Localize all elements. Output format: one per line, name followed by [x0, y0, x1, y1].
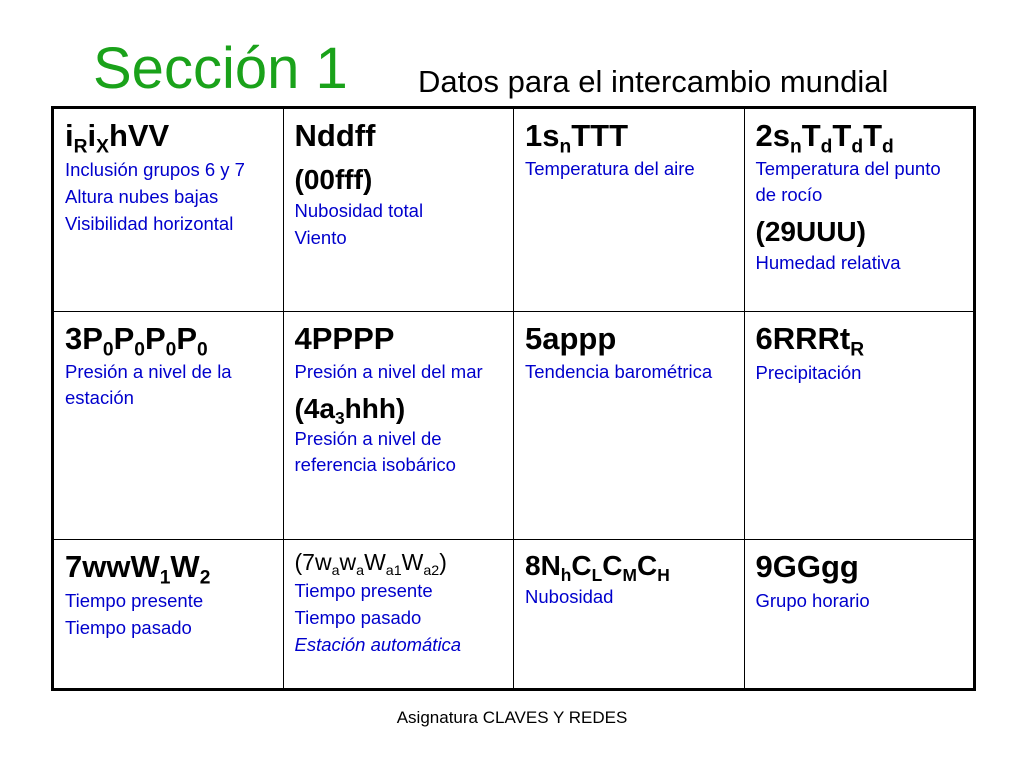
table-row [53, 540, 975, 690]
group-description: Tendencia barométrica [525, 360, 713, 382]
group-description: Inclusión grupos 6 y 7 [65, 158, 245, 180]
group-description: Viento [294, 226, 347, 248]
group-description: Estación automática [294, 633, 462, 655]
group-description: Nubosidad total [294, 199, 424, 221]
table-cell [514, 108, 745, 312]
table-cell [53, 312, 284, 540]
group-description: Presión a nivel del mar [294, 360, 483, 382]
table-cell [744, 540, 975, 690]
group-code: $(7w_aw_aW_{a1}W_{a2})$ [294, 549, 447, 579]
group-code-alt: $(4a_3hhh)$ [294, 392, 406, 428]
group-description: Presión a nivel de referencia isobárico [294, 427, 456, 475]
page-subtitle: Datos para el intercambio mundial [418, 64, 889, 99]
table-cell [53, 108, 284, 312]
table-row [53, 312, 975, 540]
table-row [53, 108, 975, 312]
group-code: 9GGgg [755, 549, 859, 584]
group-code: 6RRRt$_R$ [755, 321, 865, 361]
group-description: Tiempo presente [65, 589, 204, 611]
group-description: Altura nubes bajas [65, 185, 219, 207]
table-cell [283, 312, 514, 540]
table-cell [744, 312, 975, 540]
group-code: 5appp [525, 321, 617, 356]
group-code-alt: (00fff) [294, 163, 373, 195]
table-cell [744, 108, 975, 312]
table-cell [514, 540, 745, 690]
group-code: $3P_0P_0P_0P_0$ [65, 321, 208, 361]
group-description: Precipitación [755, 361, 862, 383]
group-description: Temperatura del aire [525, 157, 695, 179]
group-description: Tiempo pasado [65, 616, 192, 638]
footer-text: Asignatura CLAVES Y REDES [396, 708, 628, 727]
group-description: Humedad relativa [755, 251, 901, 273]
table-cell [514, 312, 745, 540]
group-description: Temperatura del punto de rocío [755, 157, 941, 205]
group-code-alt: (29UUU) [755, 215, 866, 247]
group-description: Presión a nivel de la estación [65, 360, 232, 408]
group-code: 4PPPP [294, 321, 395, 356]
group-description: Grupo horario [755, 589, 870, 611]
group-description: Nubosidad [525, 586, 614, 607]
synop-code-table [51, 106, 976, 691]
group-code: $8N_hC_LC_MC_H$ [525, 550, 670, 586]
table-cell [283, 108, 514, 312]
page-title: Sección 1 [93, 36, 348, 101]
group-description: Visibilidad horizontal [65, 212, 234, 234]
table-cell [53, 540, 284, 690]
group-code: $i_Ri_XhVV$ [65, 118, 170, 158]
group-description: Tiempo pasado [294, 606, 422, 628]
group-code: Nddff [294, 118, 376, 153]
group-description: Tiempo presente [294, 579, 433, 601]
group-code: $2s_nT_dT_dT_d$ [755, 118, 894, 158]
group-code: $1s_nTTT$ [525, 118, 629, 158]
table-cell [283, 540, 514, 690]
group-code: $7wwW_1W_2$ [65, 549, 211, 589]
